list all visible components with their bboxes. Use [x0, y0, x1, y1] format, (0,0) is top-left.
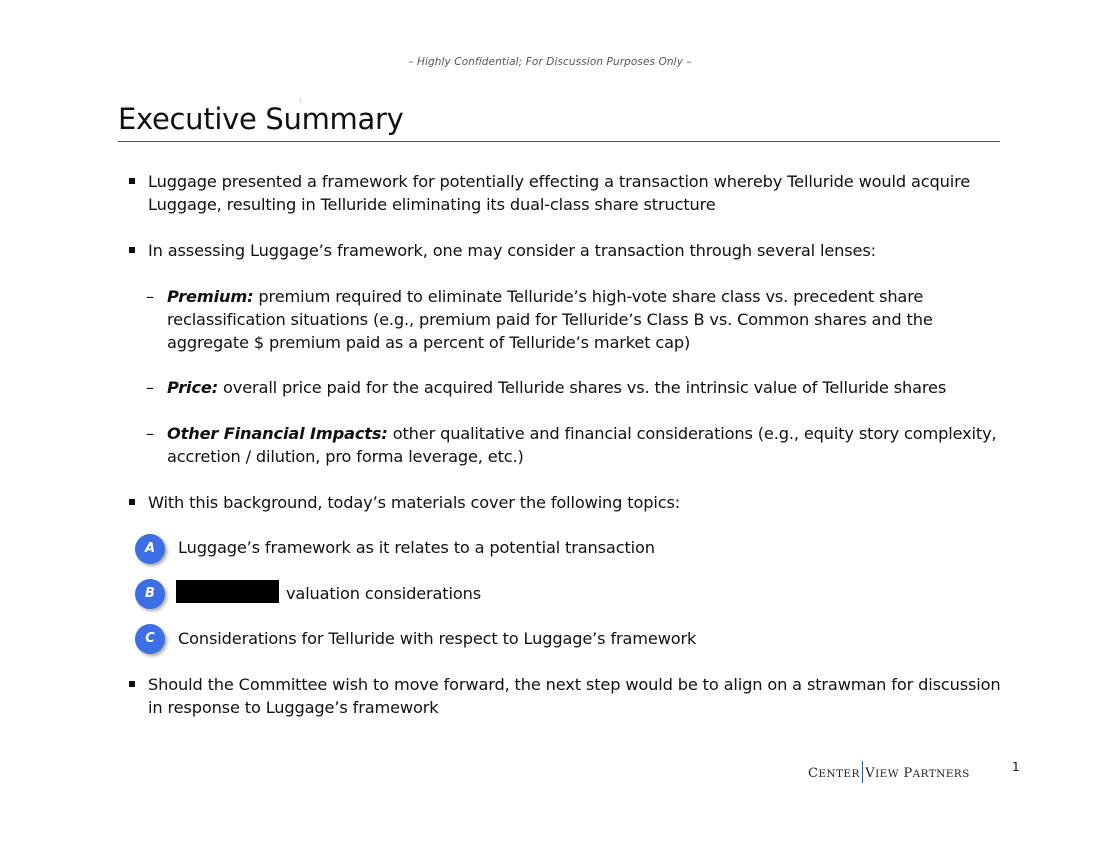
lens-item-premium [0, 285, 1100, 354]
bullet-item-1 [0, 170, 1100, 216]
bullet-marker [129, 178, 135, 184]
lens-description: overall price paid for the acquired Telluride shares vs. the intrinsic value of Telluride shares [223, 378, 947, 397]
bullet-marker [129, 247, 135, 253]
logo-center-rest: ENTER [818, 768, 860, 780]
bullet-item-2 [0, 239, 1100, 262]
lens-description: other qualitative and financial considerations (e.g., equity story complexity, accretion / dilution, pro forma leverage, etc.) [167, 424, 997, 466]
logo-view-initial: V [865, 766, 876, 781]
page-title: Executive Summary [118, 102, 404, 136]
topic-badge-a: A [135, 534, 165, 564]
stray-mark [300, 100, 301, 101]
logo-partners-rest: ARTNERS [912, 768, 970, 780]
confidentiality-notice: – Highly Confidential; For Discussion Purposes Only – [408, 56, 692, 68]
bullet-text: In assessing Luggage’s framework, one may consider a transaction through several lenses: [148, 241, 876, 260]
bullet-marker [129, 681, 135, 687]
centerview-partners-logo [808, 761, 970, 783]
topic-badge-c: C [135, 624, 165, 654]
lens-item-price [0, 376, 1100, 399]
logo-center-initial: C [808, 766, 819, 781]
bullet-item-4 [0, 673, 1100, 719]
bullet-text: Luggage presented a framework for potentially effecting a transaction whereby Telluride would acquire Luggage, resulting in Telluride eliminating its dual-class share structure [148, 172, 971, 214]
lens-text [167, 285, 1007, 354]
lens-text [167, 422, 1007, 468]
lens-text [167, 376, 1007, 399]
lens-label: Price: [167, 378, 219, 397]
lens-label: Other Financial Impacts: [167, 424, 388, 443]
lens-label: Premium: [167, 287, 254, 306]
dash-marker: – [146, 287, 154, 306]
logo-view-rest: IEW [875, 768, 899, 780]
logo-divider [862, 761, 864, 783]
topic-text-a: Luggage’s framework as it relates to a potential transaction [178, 538, 655, 557]
redaction-box [176, 580, 279, 603]
bullet-text: Should the Committee wish to move forward, the next step would be to align on a strawman for discussion in response to Luggage’s framework [148, 675, 1001, 717]
topic-badge-b: B [135, 579, 165, 609]
logo-partners-initial: P [903, 766, 913, 781]
title-divider [118, 141, 1000, 142]
dash-marker: – [146, 378, 154, 397]
topic-text-b: valuation considerations [286, 584, 481, 603]
dash-marker: – [146, 424, 154, 443]
lens-description: premium required to eliminate Telluride’s high-vote share class vs. precedent share reclassification situations (e.g., premium paid for Telluride’s Class B vs. Common shares and the aggregate $ premium paid as a percent of Telluride’s market cap) [167, 287, 933, 352]
lens-item-other-financial-impacts [0, 422, 1100, 468]
bullet-text: With this background, today’s materials cover the following topics: [148, 493, 681, 512]
bullet-item-3 [0, 491, 1100, 514]
page-number: 1 [1012, 760, 1020, 774]
bullet-marker [129, 499, 135, 505]
topic-text-c: Considerations for Telluride with respect to Luggage’s framework [178, 629, 697, 648]
